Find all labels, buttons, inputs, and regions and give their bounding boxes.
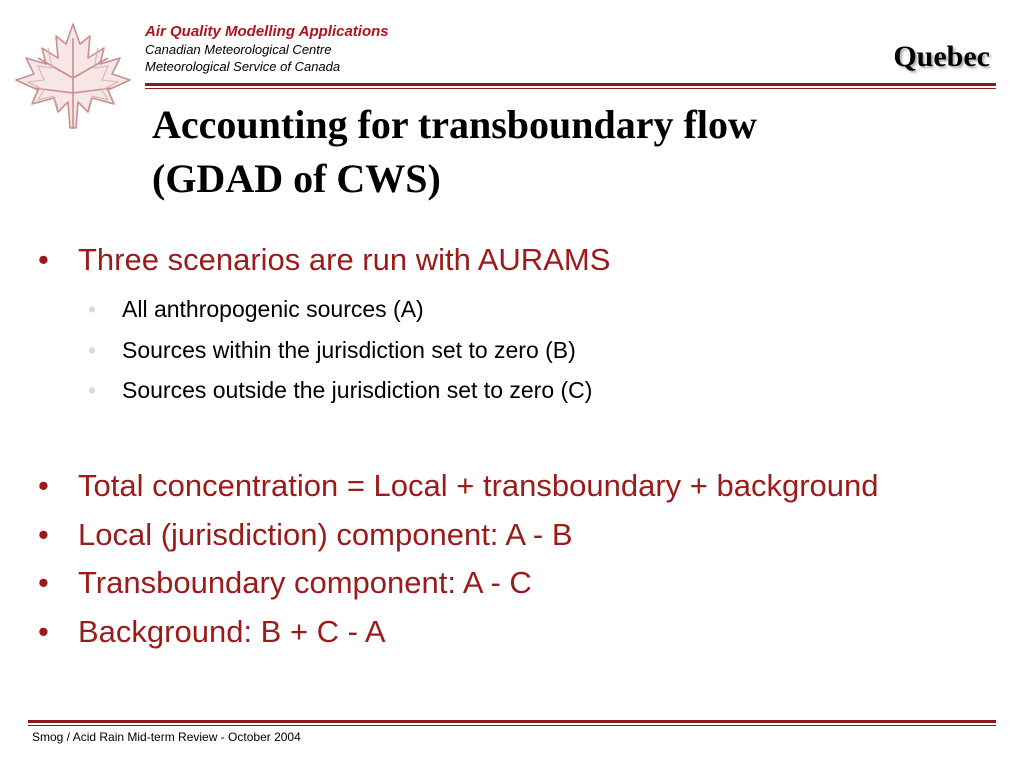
maple-leaf-icon — [8, 18, 138, 138]
footer-divider-thin — [28, 725, 996, 726]
bullet-text: Three scenarios are run with AURAMS — [78, 242, 611, 277]
bullet-text: Transboundary component: A - C — [78, 565, 532, 600]
sub-bullet-icon: • — [88, 296, 97, 322]
footer-divider-thick — [28, 720, 996, 723]
app-name: Air Quality Modelling Applications — [145, 23, 389, 40]
sub-bullet-text: All anthropogenic sources (A) — [122, 296, 424, 322]
bullet-icon: • — [38, 614, 49, 649]
header-divider-thick — [145, 83, 996, 86]
slide-title-line-2: (GDAD of CWS) — [152, 156, 441, 201]
sub-bullet-text: Sources within the jurisdiction set to zero (B) — [122, 337, 576, 363]
bullet-text: Local (jurisdiction) component: A - B — [78, 517, 573, 552]
bullet-icon: • — [38, 565, 49, 600]
bullet-text: Total concentration = Local + transboundary + background — [78, 468, 879, 503]
bullet-icon: • — [38, 242, 49, 277]
org-line-2: Meteorological Service of Canada — [145, 59, 341, 74]
sub-bullet-icon: • — [88, 377, 97, 403]
header-divider-thin — [145, 88, 996, 89]
footer-text: Smog / Acid Rain Mid-term Review - October 2004 — [32, 730, 301, 744]
slide-title — [152, 98, 972, 206]
region-label: Quebec — [893, 40, 990, 73]
header-block — [145, 22, 389, 75]
bullet-text: Background: B + C - A — [78, 614, 386, 649]
sub-bullet-text: Sources outside the jurisdiction set to zero (C) — [122, 377, 593, 403]
bullet-icon: • — [38, 468, 49, 503]
slide-title-line-1: Accounting for transboundary flow — [152, 102, 757, 147]
bullet-icon: • — [38, 517, 49, 552]
org-line-1: Canadian Meteorological Centre — [145, 42, 332, 57]
sub-bullet-icon: • — [88, 337, 97, 363]
